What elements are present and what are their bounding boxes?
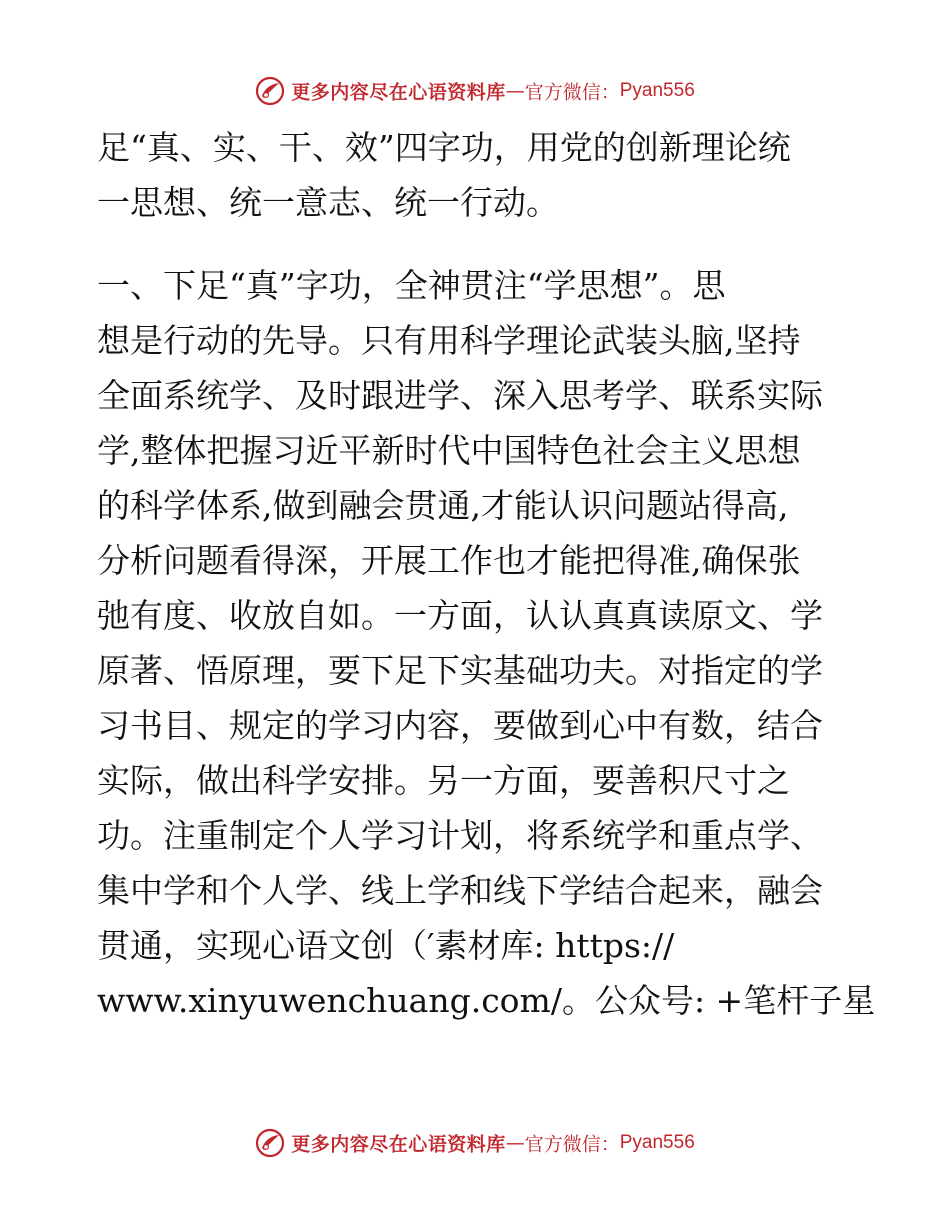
text-line: 功。注重制定个人学习计划，将系统学和重点学、 bbox=[97, 816, 823, 855]
text-line: 一思想、统一意志、统一行动。 bbox=[97, 183, 559, 222]
footer-wechat-id: Pyan556 bbox=[619, 1132, 695, 1153]
text-line: 弛有度、收放自如。一方面，认认真真读原文、学 bbox=[97, 596, 823, 635]
text-line: 集中学和个人学、线上学和线下学结合起来，融会 bbox=[97, 871, 823, 910]
page-header bbox=[0, 76, 950, 106]
text-line: 全面系统学、及时跟进学、深入思考学、联系实际 bbox=[97, 376, 823, 415]
footer-separator: — bbox=[505, 1132, 525, 1154]
brand-logo-icon bbox=[255, 76, 285, 106]
text-line: 分析问题看得深，开展工作也才能把得准,确保张 bbox=[97, 541, 801, 580]
text-line: 贯通，实现心语文创（′素材库: https:// bbox=[97, 926, 675, 965]
text-line: 习书目、规定的学习内容，要做到心中有数，结合 bbox=[97, 706, 823, 745]
header-wechat-label: 官方微信： bbox=[524, 81, 620, 104]
section-heading-line: 一、下足“真”字功，全神贯注“学思想”。思 bbox=[97, 266, 726, 305]
header-separator: — bbox=[505, 80, 525, 102]
text-line: 的科学体系,做到融会贯通,才能认识问题站得高, bbox=[97, 486, 789, 525]
text-line: 学,整体把握习近平新时代中国特色社会主义思想 bbox=[97, 431, 801, 470]
document-body bbox=[97, 120, 876, 1028]
text-line: www.xinyuwenchuang.com/。公众号: +笔杆子星 bbox=[97, 981, 876, 1020]
footer-wechat-label: 官方微信： bbox=[524, 1133, 620, 1156]
header-wechat-id: Pyan556 bbox=[619, 80, 695, 101]
footer-brand-text: 更多内容尽在心语资料库 bbox=[291, 1133, 506, 1156]
header-brand-text: 更多内容尽在心语资料库 bbox=[291, 81, 506, 104]
text-line: 想是行动的先导。只有用科学理论武装头脑,坚持 bbox=[97, 321, 801, 360]
text-line: 足“真、实、干、效”四字功，用党的创新理论统 bbox=[97, 128, 791, 167]
text-line: 实际，做出科学安排。另一方面，要善积尺寸之 bbox=[97, 761, 790, 800]
page-footer bbox=[0, 1128, 950, 1158]
brand-logo-icon bbox=[255, 1128, 285, 1158]
text-line: 原著、悟原理，要下足下实基础功夫。对指定的学 bbox=[97, 651, 823, 690]
paragraph-gap bbox=[97, 230, 857, 258]
